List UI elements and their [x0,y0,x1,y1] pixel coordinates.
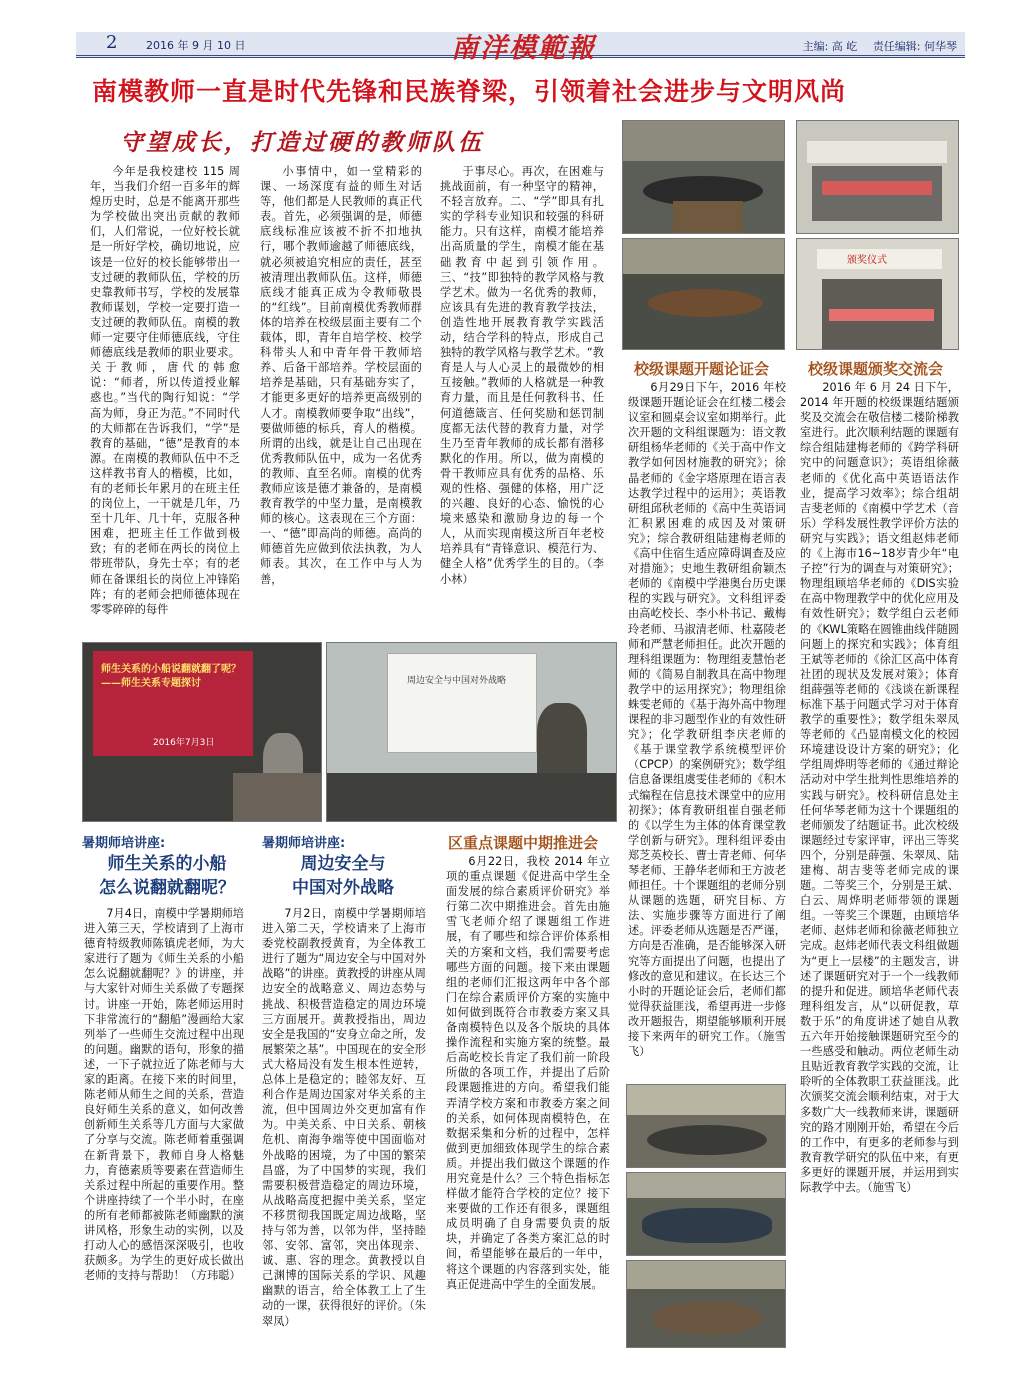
photo-meeting-1 [622,120,785,234]
article-a-body: 7月4日，南模中学暑期师培进入第三天，学校请到了上海市德育特级教师陈镇虎老师，为大家进行了题为《师生关系的小船怎么说翻就翻呢？》的讲座，并与大家针对师生关系做了专题探讨。讲座一开始，陈老师运用时下非常流行的“翻船”漫画给大家列举了一些师生交流过程中出现的问题。幽默的语句，形象的描述，一下子就拉近了陈老师与大家的距离。在接下来的时间里，陈老师从师生之间的关系，营造良好师生关系的意义，如何改善创新师生关系等几方面与大家做了分享与交流。陈老师着重强调在新背景下，教师自身人格魅力，育德素质等要素在营造师生关系过程中所起的重要作用。整个讲座持续了一个半小时，在座的所有老师都被陈老师幽默的演讲风格，形象生动的实例，以及打动人心的感悟深深吸引，也收获颇多。为学生的更好成长做出老师的支持与帮助！（方玮聪） [84,907,244,1283]
photo-discussion-1 [626,1084,786,1168]
lecture-a-date: 2016年7月3日 [153,738,215,748]
photo-meeting-2 [622,238,785,350]
article-b-title-line1: 周边安全与 [300,854,386,874]
article-c-body: 6月22日，我校 2014 年立项的重点课题《促进高中学生全面发展的综合素质评价研究》举行第二次中期推进会。首先由施雪飞老师介绍了课题组工作进展，有了哪些和综合评价体系相关的方案和文档，我们需要考虑哪些方面的问题。接下来由课题组的老师们汇报这两年中各个部门在综合素质评价方案的实施中如何做到既符合市教委方案又具备南模特色以及各个版块的具体操作流程和实施方案的统整。最后高屹校长肯定了我们前一阶段所做的各项工作，并提出了后阶段课题推进的方向。希望我们能弄清学校方案和市教委方案之间的关系，如何体现南模特色，在数据采集和分析的过程中，怎样做到更加细致体现学生的综合素质。并提出我们做这个课题的作用究竟是什么？三个特色指标怎样做才能符合学校的定位？接下来要做的工作还有很多，课题组成员明确了自身需要负责的版块，并确定了各类方案汇总的时间，希望能够在最后的一年中，将这个课题的内容落到实处，能真正促进高中学生的全面发展。 [446,855,610,1291]
article-a-title-line2: 怎么说翻就翻呢？ [99,878,235,898]
photo-lecture-b [326,642,617,822]
article-c-title: 区重点课题中期推进会 [448,834,599,852]
lecture-b-screen: 周边安全与中国对外战略 [407,676,507,686]
duty-editor: 责任编辑: 何华琴 [872,40,957,53]
article-b-title-line2: 中国对外战略 [292,878,394,898]
article-e-title: 校级课题颁奖交流会 [808,360,944,378]
photo-award-group [796,120,959,234]
award-banner-text: 颁奖仪式 [847,255,887,266]
article-b-body: 7月2日，南模中学暑期师培进入第二天，学校请来了上海市委党校副教授黄育，为全体教工进行了题为“周边安全与中国对外战略”的讲座。黄教授的讲座从周边安全的战略意义、周边态势与挑战、积极营造稳定的周边环境三方面展开。黄教授指出，周边安全是我国的“安身立命之所，发展繁荣之基”。中国现在的安全形式大格局没有发生根本性逆转，总体上是稳定的；睦邻友好、互利合作是周边国家对华关系的主流，但中国周边外交更加富有作为。中美关系、中日关系、朝核危机、南海争端等使中国面临对外战略的困境，为了中国的繁荣昌盛，为了中国梦的实现，我们需要积极营造稳定的周边环境，从战略高度把握中美关系，坚定不移贯彻我国既定周边战略，坚持与邻为善，以邻为伴，坚持睦邻、安邻、富邻，突出体现亲、诚、惠、容的理念。黄教授以自己渊博的国际关系的学识、风趣幽默的语言，给全体教工上了生动的一课，获得很好的评价。（朱翠凤） [262,907,426,1328]
photo-discussion-2 [626,1172,786,1256]
page-headline: 南模教师一直是时代先锋和民族脊梁，引领着社会进步与文明风尚 [92,77,847,106]
section1-col2: 小事情中，如一堂精彩的课、一场深度有益的师生对话等，他们都是人民教师的真正代表。首先，必须强调的是，师德底线标准应该被不折不扣地执行，哪个教师逾越了师德底线，就必须被追究相应的责任，甚至被清理出教师队伍。这样，师德底线才能真正成为令教师敬畏的“红线”。目前南模优秀教师群体的培养在校级层面主要有二个载体，即，青年自培学校、校学科带头人和中青年骨干教师培养、后备干部培养。学校层面的培养是基础，只有基础夯实了，才能更多更好的培养更高级别的人才。南模教师要争取“出线”，要做师德的标兵，育人的楷模。所谓的出线，就是让自己出现在优秀教师队伍中，成为一名优秀的教师、直至名师。南模的优秀教师应该是德才兼备的，是南模教育教学的中坚力量，是南模教师的核心。这表现在三个方面：一、“德”即高尚的师德。高尚的师德首先应做到依法执教，为人师表。其次，在工作中与人为善， [260,165,422,586]
photo-lecture-a [82,642,322,822]
article-a-kicker: 暑期师培讲座: [82,836,166,851]
photo-award-ceremony [796,238,959,350]
article-b-title [258,852,428,900]
issue-date: 2016 年 9 月 10 日 [146,39,246,52]
chief-editor: 主编: 高 屹 [802,40,858,53]
article-b-kicker: 暑期师培讲座: [262,836,346,851]
article-d-title: 校级课题开题论证会 [634,360,770,378]
article-e-body: 2016 年 6 月 24 日下午，2014 年开题的校级课题结题颁奖及交流会在敬信楼二楼阶梯教室进行。此次顺利结题的课题有综合组陆建梅老师的《跨学科研究中的问题意识》；英语组徐薇老师的《优化高中英语语法作业，提高学习效率》；综合组胡吉斐老师的《南模中学艺术（音乐）学科发展性教学评价方法的研究与实践》；语文组赵炜老师的《上海市16~18岁青少年“电子控”行为的调查与对策研究》；物理组顾培华老师的《DIS实验在高中物理教学中的优化应用及有效性研究》；数学组白云老师的《KWL策略在圆锥曲线伴随圆问题上的探究和实践》；体育组王斌等老师的《徐汇区高中体育社团的现状及发展对策》；体育组薛强等老师的《浅谈在新课程标准下基于问题式学习对于体育教学的重要性》；数学组朱翠凤等老师的《凸显南模文化的校园环境建设设计方案的研究》；化学组周烨明等老师的《通过辩论活动对中学生批判性思维培养的实践与研究》。校科研信息处主任何华琴老师为这十个课题组的老师颁发了结题证书。此次校级课题经过专家评审，评出三等奖四个，分别是薛强、朱翠凤、陆建梅、胡吉斐等老师完成的课题。二等奖三个，分别是王斌、白云、周烨明老师带领的课题组。一等奖三个课题，由顾培华老师、赵炜老师和徐薇老师独立完成。赵炜老师代表文科组做题为“更上一层楼”的主题发言，讲述了课题研究对于一个一线教师的提升和促进。顾培华老师代表理科组发言，从“以研促教，草数于乐”的角度讲述了她自从教五六年开始接触课题研究至今的一些感受和触动。两位老师生动且贴近教育教学实践的交流，让聆听的全体教职工获益匪浅。此次颁奖交流会顺利结束，对于大多数广大一线教师来讲，课题研究的路才刚刚开始，希望在今后的工作中，有更多的老师参与到教育教学研究的队伍中来，有更多更好的课题开展，并运用到实际教学中去。（施雪飞） [800,381,959,1194]
masthead-logo: 南洋模範報 [451,33,596,64]
lecture-a-banner: 师生关系的小船说翻就翻了呢？——师生关系专题探讨 [101,664,241,689]
article-a-title [82,852,252,900]
page-number: 2 [106,32,118,53]
article-d-body: 6月29日下午，2016 年校级课题开题论证会在红楼二楼会议室和圆桌会议室如期举行。此次开题的文科组课题为：语文教研组杨华老师的《关于高中作文教学如何因材施教的研究》；徐晶老师的《金字塔原理在语言表达教学过程中的运用》；英语教研组邱秋老师的《高中生英语词汇积累困难的成因及对策研究》；综合教研组陆建梅老师的《高中住宿生适应障碍调查及应对措施》；史地生教研组俞颖杰老师的《南模中学港奥台历史课程的实践与研究》。文科组评委由高屹校长、李小朴书记、戴梅玲老师、马淑清老师、杜嘉陵老师和严慧老师担任。此次开题的理科组课题为：物理组麦慧怡老师的《简易自制教具在高中物理教学中的运用探究》；物理组徐蛛雯老师的《基于海外高中物理课程的非习题型作业的有效性研究》；化学教研组李庆老师的《基于课堂教学系统模型评价（CPCP）的案例研究》；数学组信息备课组虞雯佳老师的《积木式编程在信息技术课堂中的应用初探》；体育教研组崔自强老师的《以学生为主体的体育课堂教学创新与研究》。理科组评委由郑芝英校长、曹士青老师、何华琴老师、王静华老师和王方波老师担任。十个课题组的老师分别从课题的选题，研究目标、方法、实施步骤等方面进行了阐述。评委老师从选题是否严谨，方向是否准确，是否能够深入研究等方面提出了问题，也提出了修改的意见和建议。在长达三个小时的开题论证会后，老师们都觉得获益匪浅，希望再进一步修改开题报告，期望能够顺利开展接下来两年的研究工作。（施雪飞） [628,381,786,1059]
editor-credits [791,38,957,54]
photo-discussion-3 [626,1260,786,1348]
section1-col3: 于事尽心。再次，在困难与挑战面前，有一种坚守的精神，不轻言放弃。二、“学”即具有扎实的学科专业知识和较强的科研能力。只有这样，南模才能培养出高质量的学生，南模才能在基础教育中起到引领作用。三、“技”即独特的教学风格与教学艺术。做为一名优秀的教师，应该具有先进的教育教学技法，创造性地开展教育教学实践活动，结合学科的特点，形成自己独特的教学风格与教学艺术。“教育是人与人心灵上的最微妙的相互接触。”教师的人格就是一种教育力量，而且是任何教科书、任何道德箴言、任何奖励和惩罚制度都无法代替的教育力量，对学生乃至青年教师的成长都有潜移默化的作用。所以，做为南模的骨干教师应具有优秀的品格、乐观的性格、强健的体格，用广泛的兴趣、良好的心态、愉悦的心境来感染和激励身边的每一个人，从而实现南模这所百年老校培养具有“青锋意识、模范行为、健全人格”优秀学生的目的。（李小林） [440,165,604,586]
section1-title: 守望成长，打造过硬的教师队伍 [120,129,484,156]
page-header [76,32,965,64]
article-a-title-line1: 师生关系的小船 [107,854,227,874]
section1-col1: 今年是我校建校 115 周年，当我们介绍一百多年的辉煌历史时，总是不能离开那些为学校做出突出贡献的教师们，人们常说，一位好校长就是一所好学校，确切地说，应该是一位好的校长能够带出一支过硬的教师队伍，学校的历史靠教师书写，学校的发展靠教师谋划，学校一定要打造一支过硬的教师队伍。南模的教师一定要守住师德底线，守住师德底线是教师的职业要求。关于教师，唐代的韩愈说：“师者，所以传道授业解惑也。”当代的陶行知说：“学高为师，身正为范。”不同时代的大师都在告诉我们，“学”是教育的基础，“德”是教育的本源。在南模的教师队伍中不乏这样教书育人的楷模，比如，有的老师长年累月的在班主任的岗位上，一干就是几年，乃至十几年、几十年，克服各种困难，把班主任工作做到极致；有的老师在两长的岗位上带班带队，身先士卒；有的老师在备课组长的岗位上冲锋陷阵；有的老师会把师德体现在零零碎碎的每件 [90,165,240,616]
